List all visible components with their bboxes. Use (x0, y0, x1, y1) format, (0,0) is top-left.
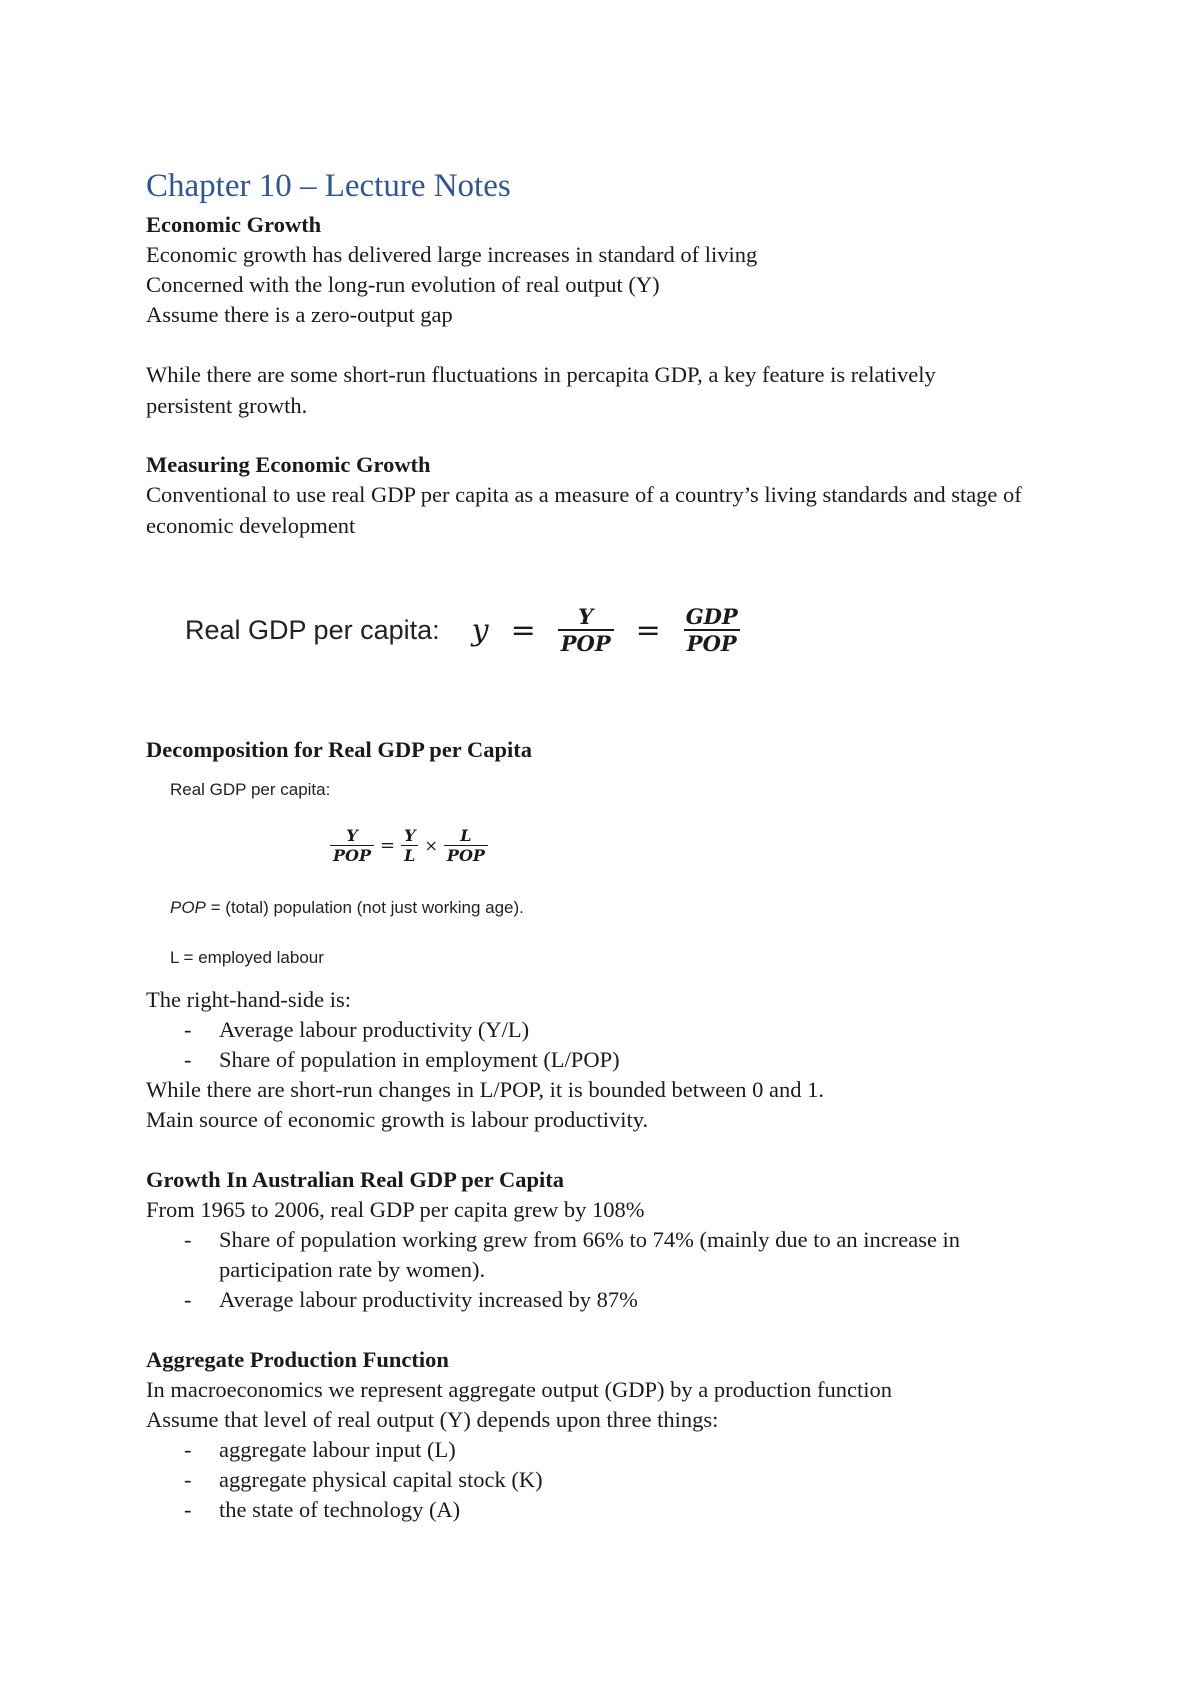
page-title: Chapter 10 – Lecture Notes (146, 168, 511, 204)
pop-definition-text: = (total) population (not just working age). (205, 898, 524, 917)
list-item: Share of population working grew from 66% to 74% (mainly due to an increase in participation rate by women). (219, 1227, 961, 1282)
formula-equals: = (380, 835, 396, 856)
bullet-dash: - (184, 1497, 192, 1522)
text-line: While there are short-run changes in L/POP, it is bounded between 0 and 1. (146, 1077, 824, 1102)
text-line: Economic growth has delivered large increases in standard of living (146, 242, 758, 267)
text-line: Concerned with the long-run evolution of real output (Y) (146, 272, 660, 297)
pop-symbol: POP (170, 898, 206, 917)
heading-decomposition: Decomposition for Real GDP per Capita (146, 737, 533, 762)
decomposition-formula (330, 826, 488, 865)
text-line: From 1965 to 2006, real GDP per capita grew by 108% (146, 1197, 645, 1222)
list-item: aggregate labour input (L) (219, 1437, 456, 1462)
heading-economic-growth: Economic Growth (146, 212, 322, 237)
denominator: POP (444, 845, 488, 865)
numerator: Y (578, 604, 594, 629)
bullet-dash: - (184, 1287, 192, 1312)
list-item: the state of technology (A) (219, 1497, 461, 1522)
heading-production-function: Aggregate Production Function (146, 1347, 449, 1372)
text-line: In macroeconomics we represent aggregate output (GDP) by a production function (146, 1377, 893, 1402)
denominator: POP (684, 629, 740, 656)
formula-label: Real GDP per capita: (185, 614, 440, 645)
formula-lhs: y (471, 612, 489, 648)
bullet-dash: - (184, 1227, 192, 1252)
fraction-y-over-pop (558, 604, 614, 656)
formula-equals: = (635, 612, 661, 648)
formula-equals: = (510, 612, 536, 648)
heading-australia-growth: Growth In Australian Real GDP per Capita (146, 1167, 564, 1192)
fraction-gdp-over-pop (683, 604, 741, 656)
text-line: Assume that level of real output (Y) depends upon three things: (146, 1407, 719, 1432)
list-item: Share of population in employment (L/POP) (219, 1047, 620, 1072)
paragraph: Conventional to use real GDP per capita as a measure of a country’s living standards and stage of economic development (146, 482, 1022, 538)
fraction-y-over-pop (330, 826, 374, 865)
list-item: Average labour productivity (Y/L) (219, 1017, 530, 1042)
numerator: Y (346, 826, 358, 845)
paragraph: While there are some short-run fluctuations in percapita GDP, a key feature is relatively persistent growth. (146, 362, 936, 418)
text-line: The right-hand-side is: (146, 987, 351, 1012)
decomposition-label: Real GDP per capita: (170, 780, 331, 799)
bullet-dash: - (184, 1017, 192, 1042)
list-item: Average labour productivity increased by 87% (219, 1287, 638, 1312)
list-item: aggregate physical capital stock (K) (219, 1467, 543, 1492)
gdp-per-capita-formula (185, 604, 741, 656)
fraction-y-over-l (401, 826, 418, 865)
denominator: POP (558, 629, 614, 656)
numerator: L (460, 826, 472, 845)
heading-measuring-growth: Measuring Economic Growth (146, 452, 431, 477)
bullet-dash: - (184, 1437, 192, 1462)
fraction-l-over-pop (444, 826, 488, 865)
pop-definition (170, 898, 524, 918)
denominator: POP (330, 845, 374, 865)
bullet-dash: - (184, 1047, 192, 1072)
numerator: GDP (685, 604, 738, 629)
text-line: Main source of economic growth is labour productivity. (146, 1107, 649, 1132)
text-line: Assume there is a zero-output gap (146, 302, 453, 327)
formula-times: × (424, 836, 438, 855)
numerator: Y (404, 826, 416, 845)
bullet-dash: - (184, 1467, 192, 1492)
denominator: L (401, 845, 418, 865)
l-definition: L = employed labour (170, 948, 324, 967)
